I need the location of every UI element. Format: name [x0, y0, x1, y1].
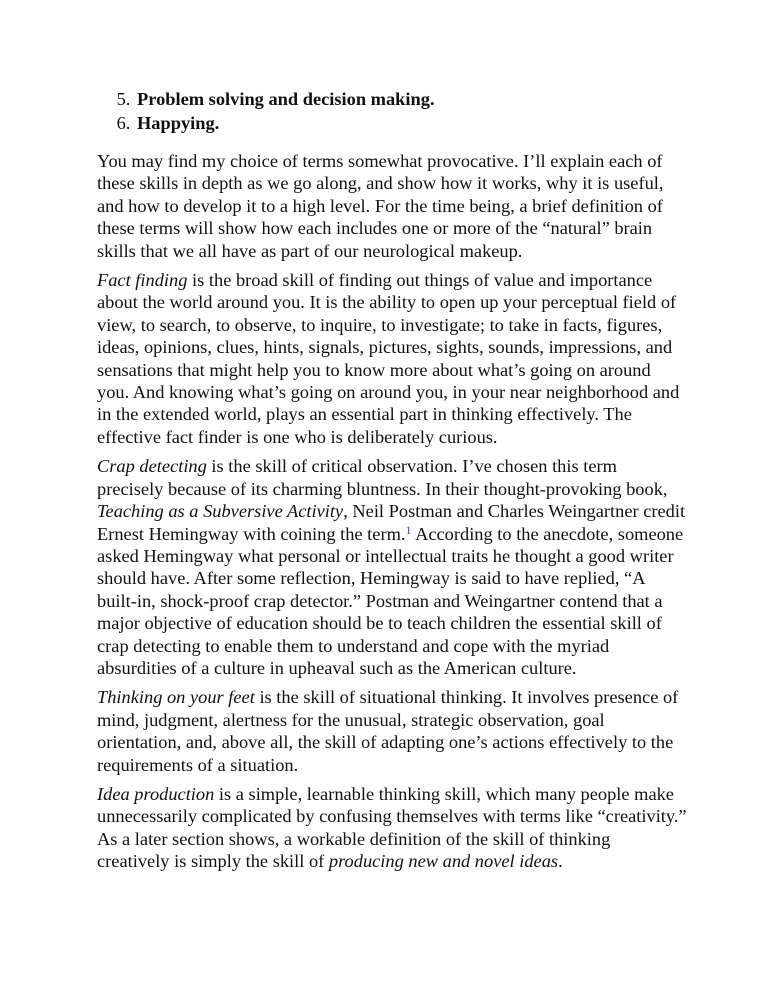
crap-detecting-text-b: , Neil Postman and Charles Weingartner credit Ernest Hemingway with coining the term.: [97, 501, 686, 544]
thinking-on-feet-paragraph: [97, 686, 687, 776]
footnote-link[interactable]: 1: [405, 522, 412, 537]
list-item-text: Problem solving and decision making.: [137, 89, 435, 109]
idea-production-text-b: .: [558, 851, 563, 872]
crap-detecting-text-a: is the skill of critical observation. I’ve chosen this term precisely because of its charming bluntness. In their thought-provoking book,: [97, 456, 668, 499]
fact-finding-text: is the broad skill of finding out things of value and importance about the world around you. It is the ability to open up your perceptual field of view, to search, to observe, to inquire, to investigate; to take in facts, figures, ideas, opinions, clues, hints, signals, pictures, sights, sounds, impressions, and sensations that might help you to know more about what’s going on around you. And knowing what’s going on around you, in your near neighborhood and in the extended world, plays an essential part in thinking effectively. The effective fact finder is one who is deliberately curious.: [97, 270, 680, 447]
idea-production-emphasis: producing new and novel ideas: [328, 851, 559, 872]
crap-detecting-paragraph: [97, 455, 687, 679]
idea-production-paragraph: [97, 783, 687, 873]
document-page: [97, 88, 687, 873]
crap-detecting-text-c: According to the anecdote, someone asked Hemingway what personal or intellectual traits he thought a good writer should have. After some reflection, Hemingway is said to have replied, “A built-in, shock-proof crap detector.” Postman and Weingartner contend that a major objective of education should be to teach children the essential skill of crap detecting to enable them to understand and cope with the myriad absurdities of a culture in upheaval such as the American culture.: [97, 523, 684, 678]
idea-production-text-a: is a simple, learnable thinking skill, which many people make unnecessarily complicated by confusing themselves with terms like “creativity.” As a later section shows, a workable definition of the skill of thinking creatively is simply the skill of: [97, 783, 687, 872]
thinking-on-feet-text: is the skill of situational thinking. It involves presence of mind, judgment, alertness for the unusual, strategic observation, goal orientation, and, above all, the skill of adapting one’s actions effectively to the requirements of a situation.: [97, 687, 679, 775]
intro-paragraph: You may find my choice of terms somewhat provocative. I’ll explain each of these skills in depth as we go along, and show how it works, why it is useful, and how to develop it to a high level. For the time being, a brief definition of these terms will show how each includes one or more of the “natural” brain skills that we all have as part of our neurological makeup.: [97, 151, 664, 261]
crap-detecting-term: Crap detecting: [97, 456, 207, 477]
idea-production-term: Idea production: [97, 783, 215, 804]
book-title: Teaching as a Subversive Activity: [97, 501, 344, 522]
list-item: [135, 112, 687, 136]
fact-finding-term: Fact finding: [97, 270, 188, 291]
numbered-list: [97, 88, 687, 135]
thinking-on-feet-term: Thinking on your feet: [97, 687, 255, 708]
fact-finding-paragraph: [97, 269, 687, 448]
list-item-text: Happying.: [137, 112, 220, 133]
list-item: [135, 88, 687, 112]
